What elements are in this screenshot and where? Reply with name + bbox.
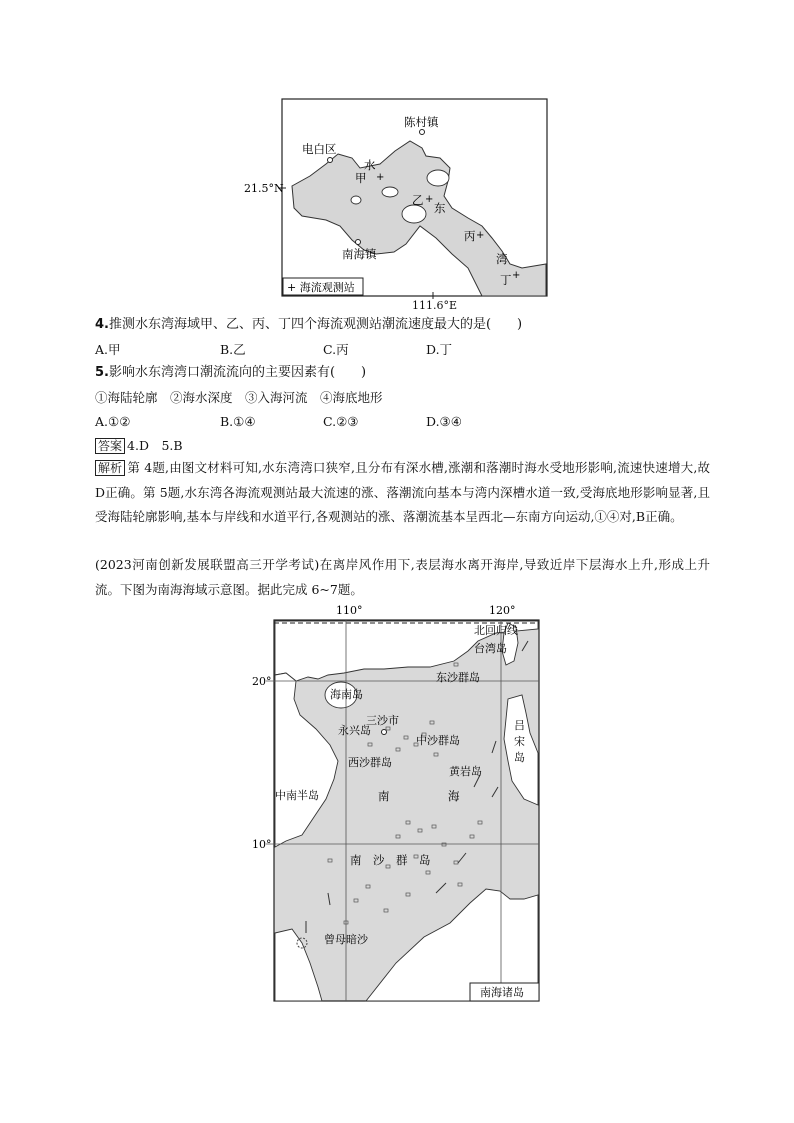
label-dongsha: 东沙群岛: [436, 671, 480, 684]
label-nanhai: 南海镇: [342, 247, 377, 261]
station-ding-marker: +: [512, 270, 521, 281]
island-shape: [382, 187, 398, 197]
south-china-sea-map: [246, 603, 546, 1005]
label-xisha: 西沙群岛: [348, 756, 392, 769]
analysis-tag: 解析: [95, 460, 125, 476]
dianbai-marker: [328, 158, 333, 163]
label-10: 10°: [252, 838, 272, 851]
answer-text: 4.D 5.B: [127, 438, 183, 453]
shuidong-bay-map: [230, 96, 552, 299]
q5-option-b: B.①④: [220, 414, 256, 429]
question-4: [95, 316, 522, 334]
label-taiwan: 台湾岛: [474, 642, 507, 655]
label-dianbai: 电白区: [302, 142, 337, 156]
label-wan: 湾: [496, 252, 508, 266]
analysis-paragraph: [95, 456, 710, 530]
label-lon: 111.6°E: [412, 299, 458, 312]
analysis-text: 第 4题,由图文材料可知,水东湾湾口狭窄,且分布有深水槽,涨潮和落潮时海水受地形影响,流速快速增大,故D正确。第 5题,水东湾各海流观测站最大流速的涨、落潮流向基本与湾内深槽水道一致,受海底地形影响显著,且受海陆轮廓影响,基本与岸线和水道平行,各观测站的涨、落潮流基本呈西北—东南方向运动,①④对,B正确。: [95, 460, 710, 524]
q5-option-a: A.①②: [95, 414, 131, 429]
label-sansha: 三沙市: [366, 714, 399, 727]
label-120: 120°: [489, 604, 516, 617]
label-hai: 海: [448, 789, 460, 803]
map1-legend: + 海流观测站: [287, 281, 355, 294]
label-song: 宋: [514, 735, 525, 748]
station-yi-marker: +: [425, 194, 434, 205]
label-dong: 东: [434, 201, 446, 215]
label-jia: 甲: [355, 171, 367, 185]
label-lv: 吕: [514, 719, 525, 732]
label-nan: 南: [378, 789, 390, 803]
label-huangyan: 黄岩岛: [449, 765, 482, 778]
station-jia-marker: +: [376, 172, 385, 183]
q4-option-d: D.丁: [426, 342, 453, 357]
island-shape: [402, 205, 426, 223]
label-shui: 水: [364, 158, 376, 172]
question-5: [95, 364, 366, 382]
q5-factors: ①海陆轮廓 ②海水深度 ③入海河流 ④海底地形: [95, 390, 383, 405]
label-chencun: 陈村镇: [404, 115, 439, 129]
question-4-text: 推测水东湾海域甲、乙、丙、丁四个海流观测站潮流速度最大的是( ): [108, 317, 523, 332]
label-yi: 乙: [412, 193, 424, 207]
label-ding: 丁: [500, 273, 512, 287]
q5-option-d: D.③④: [426, 414, 462, 429]
question-5-number: 5.: [95, 365, 109, 380]
label-20: 20°: [252, 675, 272, 688]
q4-option-b: B.乙: [220, 342, 246, 357]
label-tropic: 北回归线: [474, 624, 518, 637]
label-lat: 21.5°N: [244, 182, 284, 195]
nanhai-marker: [356, 240, 361, 245]
label-bing: 丙: [464, 229, 476, 243]
question-4-number: 4.: [95, 317, 109, 332]
q5-option-c: C.②③: [323, 414, 359, 429]
q4-option-c: C.丙: [323, 342, 349, 357]
island-shape: [351, 196, 361, 204]
sansha-marker: [382, 730, 387, 735]
label-zengmu: 曾母暗沙: [324, 933, 368, 946]
label-hainan: 海南岛: [330, 688, 363, 701]
label-dao: 岛: [514, 751, 525, 764]
answer-line: [95, 437, 183, 455]
label-zhongsha: 中沙群岛: [416, 734, 460, 747]
station-bing-marker: +: [476, 230, 485, 241]
answer-tag: 答案: [95, 438, 125, 454]
label-nansha: 南 沙 群 岛: [350, 853, 431, 867]
island-shape: [427, 170, 449, 186]
chencun-marker: [420, 130, 425, 135]
q4-option-a: A.甲: [95, 342, 121, 357]
label-yongxing: 永兴岛: [338, 724, 371, 737]
label-zhongnan: 中南半岛: [275, 789, 319, 802]
intro-paragraph: (2023河南创新发展联盟高三开学考试)在离岸风作用下,表层海水离开海岸,导致近岸下层海水上升,形成上升流。下图为南海海域示意图。据此完成 6~7题。: [95, 557, 710, 597]
map2-legend: 南海诸岛: [480, 986, 524, 999]
label-110: 110°: [336, 604, 363, 617]
question-5-text: 影响水东湾湾口潮流流向的主要因素有( ): [108, 365, 367, 380]
